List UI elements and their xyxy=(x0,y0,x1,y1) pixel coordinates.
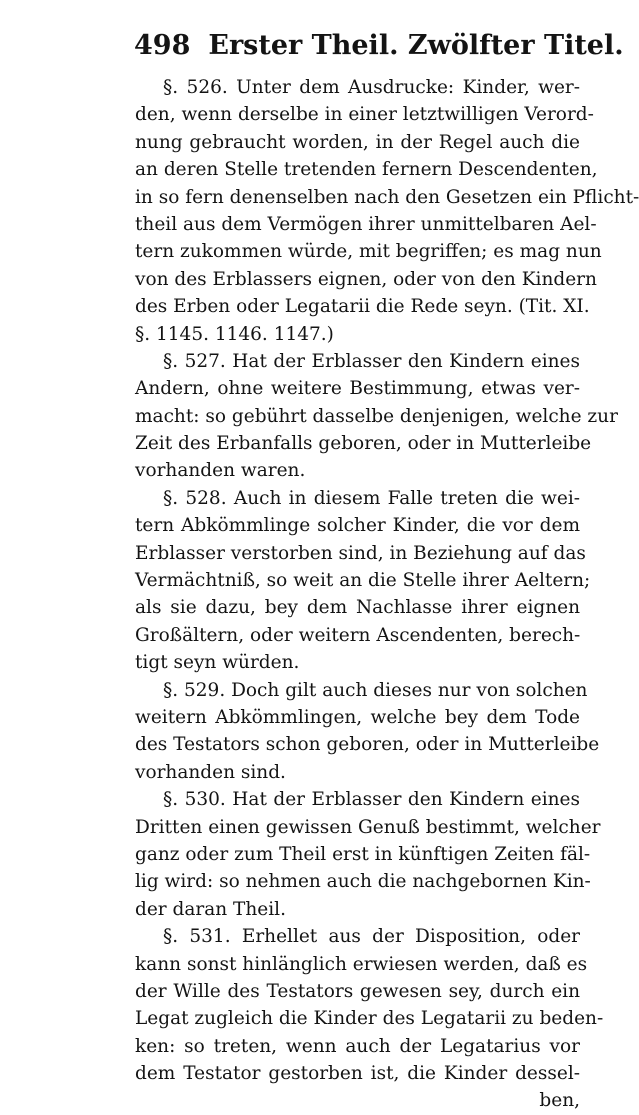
text-line: lig wird: so nehmen auch die nachgebornen Kin- xyxy=(135,871,591,893)
chapter-title: Erster Theil. Zwölfter Titel. xyxy=(208,30,624,61)
text-line: §. 528. Auch in diesem Falle treten die wei- xyxy=(163,487,580,509)
text-line: ken: so treten, wenn auch der Legatarius vor xyxy=(135,1035,580,1057)
text-line: ganz oder zum Theil erst in künftigen Zeiten fäl- xyxy=(135,843,591,865)
text-line: dem Testator gestorben ist, die Kinder dessel- xyxy=(135,1063,580,1085)
running-head xyxy=(134,26,624,66)
text-line: den, wenn derselbe in einer letztwilligen Verord- xyxy=(135,104,594,126)
text-line: des Testators schon geboren, oder in Mutterleibe xyxy=(135,734,600,756)
text-line: vorhanden sind. xyxy=(135,761,286,783)
text-line: von des Erblassers eignen, oder von den Kindern xyxy=(135,268,597,290)
text-line: macht: so gebührt dasselbe denjenigen, welche zur xyxy=(135,405,618,427)
text-line: in so fern denenselben nach den Gesetzen ein Pflicht- xyxy=(135,186,639,208)
text-line: tern Abkömmlinge solcher Kinder, die vor dem xyxy=(135,515,580,537)
text-line: Großältern, oder weitern Ascendenten, berech- xyxy=(135,624,581,646)
page-number: 498 xyxy=(134,30,191,61)
text-line: der Wille des Testators gewesen sey, durch ein xyxy=(135,980,580,1002)
text-line: nung gebraucht worden, in der Regel auch die xyxy=(135,131,580,153)
text-line: Erblasser verstorben sind, in Beziehung auf das xyxy=(135,542,586,564)
text-line: Dritten einen gewissen Genuß bestimmt, welcher xyxy=(135,816,601,838)
text-line: Zeit des Erbanfalls geboren, oder in Mutterleibe xyxy=(135,433,592,455)
body-text xyxy=(135,74,639,1115)
text-line: §. 531. Erhellet aus der Disposition, oder xyxy=(163,926,580,948)
text-line: Legat zugleich die Kinder des Legatarii zu beden- xyxy=(135,1008,604,1030)
text-line: §. 1145. 1146. 1147.) xyxy=(135,323,334,345)
text-line: Andern, ohne weitere Bestimmung, etwas ver- xyxy=(135,378,580,400)
text-line: §. 529. Doch gilt auch dieses nur von solchen xyxy=(163,679,588,701)
text-line: §. 527. Hat der Erblasser den Kindern eines xyxy=(163,350,580,372)
text-line: tigt seyn würden. xyxy=(135,652,300,674)
text-line: Vermächtniß, so weit an die Stelle ihrer Aeltern; xyxy=(135,570,591,592)
text-line: theil aus dem Vermögen ihrer unmittelbaren Ael- xyxy=(135,213,597,235)
text-line: §. 530. Hat der Erblasser den Kindern eines xyxy=(163,789,580,811)
text-line: tern zukommen würde, mit begriffen; es mag nun xyxy=(135,241,602,263)
text-line: weitern Abkömmlingen, welche bey dem Tode xyxy=(135,706,580,728)
text-line: des Erben oder Legatarii die Rede seyn. (Tit. XI. xyxy=(135,296,590,318)
text-line: kann sonst hinlänglich erwiesen werden, daß es xyxy=(135,953,588,975)
text-line: an deren Stelle tretenden fernern Descendenten, xyxy=(135,159,598,181)
text-line: der daran Theil. xyxy=(135,898,286,920)
catchword: ben, xyxy=(539,1090,580,1112)
text-line: als sie dazu, bey dem Nachlasse ihrer eignen xyxy=(135,597,580,619)
text-line: §. 526. Unter dem Ausdrucke: Kinder, wer- xyxy=(163,77,580,98)
text-line: vorhanden waren. xyxy=(135,460,306,482)
